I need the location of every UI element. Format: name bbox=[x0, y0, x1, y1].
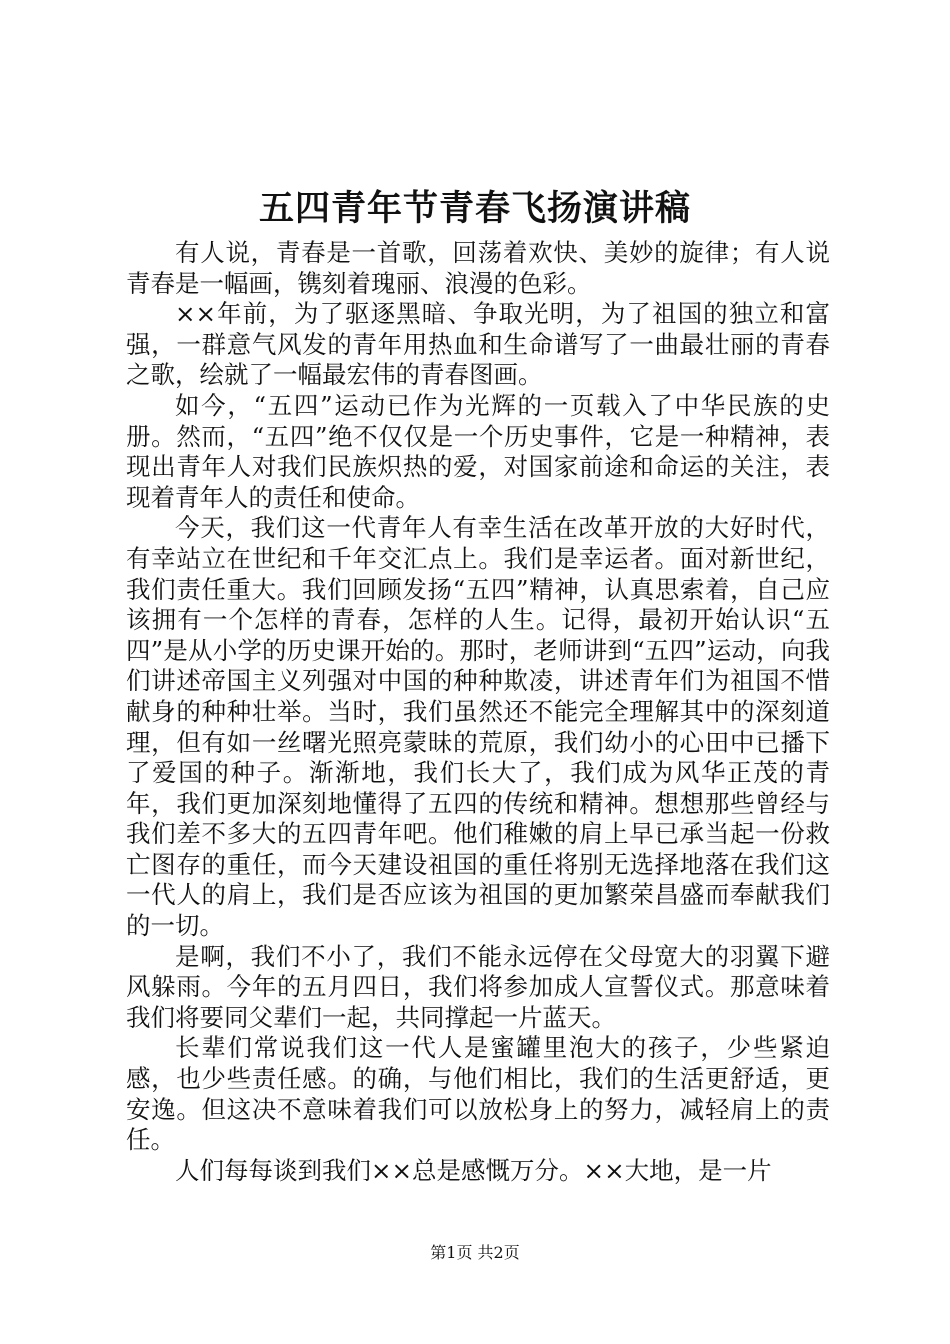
paragraph-5: 是啊，我们不小了，我们不能永远停在父母宽大的羽翼下避风躲雨。今年的五月四日，我们将参加成人宣誓仪式。那意味着我们将要同父辈们一起，共同撑起一片蓝天。 bbox=[126, 941, 830, 1032]
paragraph-2: ××年前，为了驱逐黑暗、争取光明，为了祖国的独立和富强，一群意气风发的青年用热血和生命谱写了一曲最壮丽的青春之歌，绘就了一幅最宏伟的青春图画。 bbox=[126, 299, 830, 390]
paragraph-3: 如今，“五四”运动已作为光辉的一页载入了中华民族的史册。然而，“五四”绝不仅仅是一个历史事件，它是一种精神，表现出青年人对我们民族炽热的爱，对国家前途和命运的关注，表现着青年人的责任和使命。 bbox=[126, 390, 830, 512]
document-body bbox=[126, 238, 830, 1186]
paragraph-6: 长辈们常说我们这一代人是蜜罐里泡大的孩子，少些紧迫感，也少些责任感。的确，与他们相比，我们的生活更舒适，更安逸。但这决不意味着我们可以放松身上的努力，减轻肩上的责任。 bbox=[126, 1033, 830, 1155]
paragraph-4: 今天，我们这一代青年人有幸生活在改革开放的大好时代，有幸站立在世纪和千年交汇点上。我们是幸运者。面对新世纪，我们责任重大。我们回顾发扬“五四”精神，认真思索着，自己应该拥有一个怎样的青春，怎样的人生。记得，最初开始认识“五四”是从小学的历史课开始的。那时，老师讲到“五四”运动，向我们讲述帝国主义列强对中国的种种欺凌，讲述青年们为祖国不惜献身的种种壮举。当时，我们虽然还不能完全理解其中的深刻道理，但有如一丝曙光照亮蒙昧的荒原，我们幼小的心田中已播下了爱国的种子。渐渐地，我们长大了，我们成为风华正茂的青年，我们更加深刻地懂得了五四的传统和精神。想想那些曾经与我们差不多大的五四青年吧。他们稚嫩的肩上早已承当起一份救亡图存的重任，而今天建设祖国的重任将别无选择地落在我们这一代人的肩上，我们是否应该为祖国的更加繁荣昌盛而奉献我们的一切。 bbox=[126, 513, 830, 941]
document-title: 五四青年节青春飞扬演讲稿 bbox=[258, 188, 691, 229]
paragraph-1: 有人说，青春是一首歌，回荡着欢快、美妙的旋律；有人说青春是一幅画，镌刻着瑰丽、浪漫的色彩。 bbox=[126, 238, 830, 298]
page-number-footer: 第1页 共2页 bbox=[430, 1243, 520, 1262]
paragraph-7: 人们每每谈到我们××总是感慨万分。××大地，是一片 bbox=[175, 1155, 772, 1185]
